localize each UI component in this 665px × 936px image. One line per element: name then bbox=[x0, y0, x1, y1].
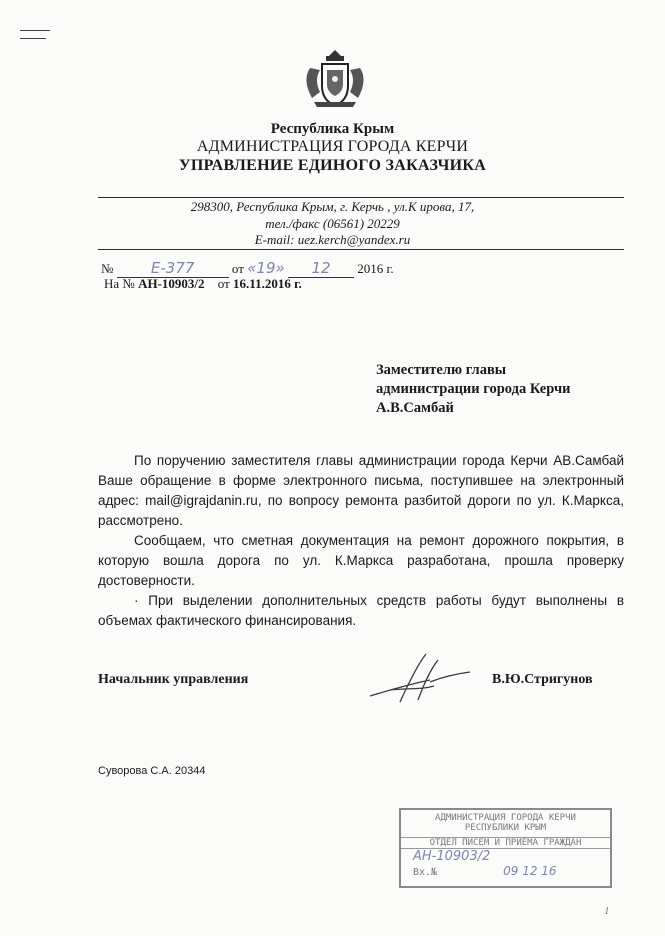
reply-label: На № bbox=[104, 276, 135, 291]
ref-day: «19» bbox=[247, 259, 285, 277]
email-line: E-mail: uez.kerch@yandex.ru bbox=[254, 232, 411, 247]
ref-month: 12 bbox=[288, 259, 354, 278]
ref-no-value: Е-377 bbox=[117, 259, 229, 278]
address-line-2: тел./факс (06561) 20229 bbox=[265, 216, 400, 231]
page-number: 1 bbox=[604, 905, 610, 917]
address-line-1: 298300, Республика Крым, г. Керчь , ул.К ирова, 17, bbox=[190, 199, 475, 214]
addressee-line-2: администрации города Керчи bbox=[376, 381, 571, 397]
signatory-role: Начальник управления bbox=[98, 672, 249, 687]
reply-date: 16.11.2016 г. bbox=[233, 276, 302, 291]
stamp-in-date: 09 12 16 bbox=[503, 864, 557, 878]
letter-body bbox=[98, 451, 624, 631]
body-paragraph-2: Сообщаем, что сметная документация на ремонт дорожного покрытия, в которую вошла дорога по ул. К.Маркса разработана, прошла проверку достоверности. bbox=[98, 533, 624, 588]
ref-year: 2016 г. bbox=[357, 261, 394, 276]
incoming-reference bbox=[104, 276, 302, 292]
stamp-in-label: Вх.№ bbox=[413, 867, 438, 878]
stamp-line-1: АДМИНИСТРАЦИЯ ГОРОДА КЕРЧИ bbox=[435, 813, 576, 823]
administration-title: АДМИНИСТРАЦИЯ ГОРОДА КЕРЧИ bbox=[196, 138, 469, 155]
body-paragraph-3: · При выделении дополнительных средств работы будут выполнены в объемах фактического финансирования. bbox=[98, 593, 624, 628]
executor-note: Суворова С.А. 20344 bbox=[98, 765, 206, 777]
signatory-name: В.Ю.Стригунов bbox=[492, 672, 593, 687]
scan-mark bbox=[20, 38, 46, 39]
ref-from-label: от bbox=[231, 261, 244, 276]
stamp-reg-no: АН-10903/2 bbox=[413, 849, 491, 864]
header-rule-top bbox=[98, 197, 624, 198]
registration-stamp bbox=[399, 808, 612, 888]
stamp-line-2: РЕСПУБЛИКИ КРЫМ bbox=[464, 823, 547, 833]
header-rule-bottom bbox=[98, 249, 624, 250]
reply-from-label: от bbox=[217, 276, 230, 291]
body-paragraph-1: По поручению заместителя главы администрации города Керчи АВ.Самбай Ваше обращение в форме электронного письма, поступившее на электронный адрес: mail@igrajdanin.ru, по вопросу ремонта разбитой дороги по ул. К.Маркса, рассмотрено. bbox=[98, 453, 624, 528]
department-title: УПРАВЛЕНИЕ ЕДИНОГО ЗАКАЗЧИКА bbox=[178, 157, 487, 174]
addressee-line-1: Заместителю главы bbox=[376, 362, 507, 378]
stamp-line-3: ОТДЕЛ ПИСЕМ И ПРИЕМА ГРАЖДАН bbox=[401, 837, 610, 849]
addressee-line-3: А.В.Самбай bbox=[376, 400, 454, 416]
stamp-incoming bbox=[401, 864, 610, 878]
handwritten-signature bbox=[360, 650, 480, 710]
reply-no: АН-10903/2 bbox=[138, 276, 205, 291]
addressee-block bbox=[376, 361, 570, 418]
coat-of-arms-icon bbox=[300, 48, 370, 110]
scan-mark bbox=[20, 30, 50, 31]
republic-title: Республика Крым bbox=[270, 121, 395, 137]
ref-no-label: № bbox=[101, 261, 114, 276]
